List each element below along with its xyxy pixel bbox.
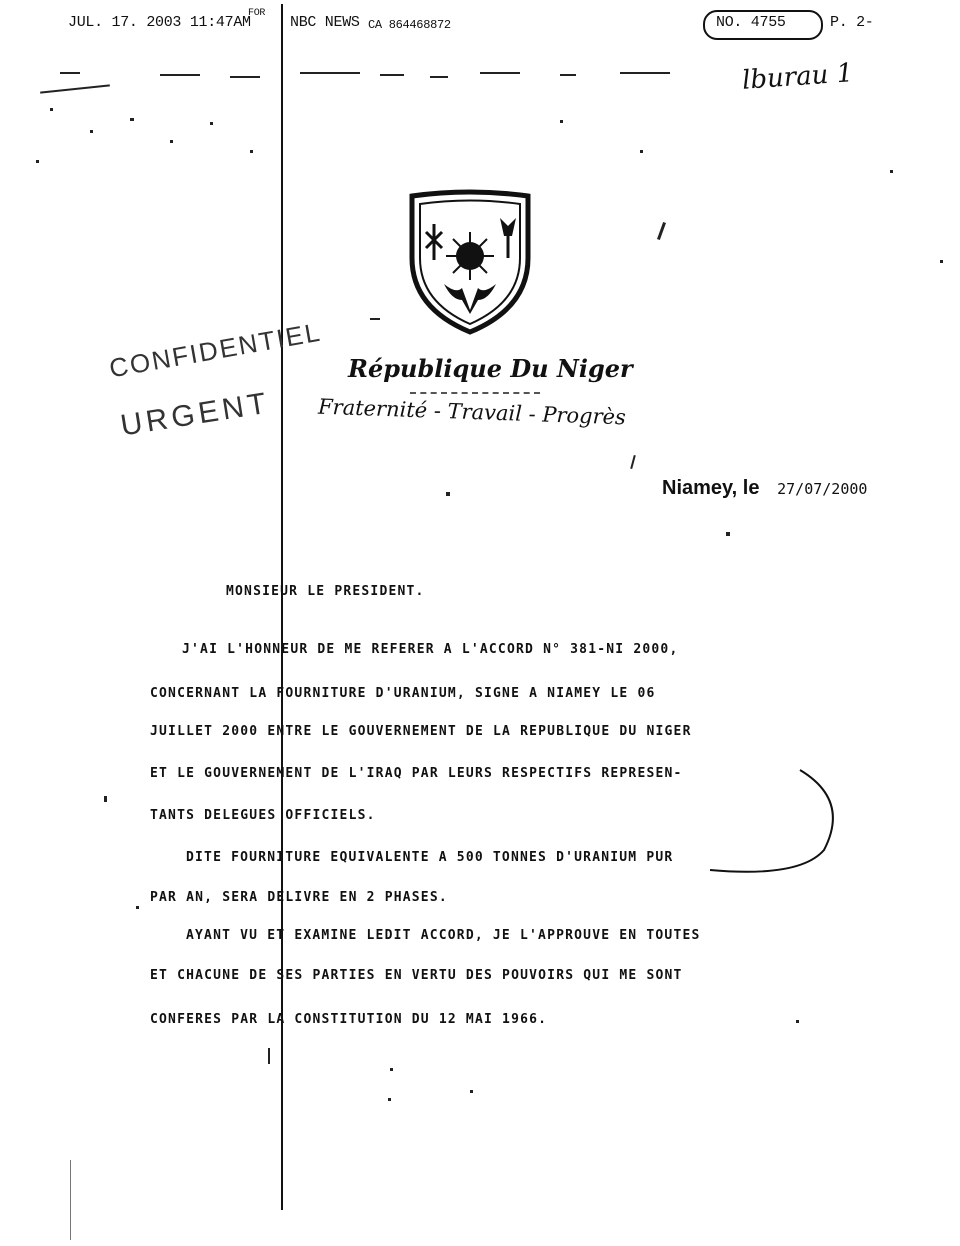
letterhead-divider <box>410 392 540 394</box>
letter-line: PAR AN, SERA DELIVRE EN 2 PHASES. <box>150 890 448 905</box>
letter-line: TANTS DELEGUES OFFICIELS. <box>150 808 376 823</box>
letter-line: CONFERES PAR LA CONSTITUTION DU 12 MAI 1966. <box>150 1012 548 1027</box>
fax-header <box>0 10 960 40</box>
letter-line: ET CHACUNE DE SES PARTIES EN VERTU DES POUVOIRS QUI ME SONT <box>150 968 683 983</box>
niger-coat-of-arms-icon <box>404 188 536 336</box>
letter-salutation: MONSIEUR LE PRESIDENT. <box>226 584 425 599</box>
fax-number: CA 864468872 <box>368 18 451 32</box>
urgent-stamp: URGENT <box>118 386 273 443</box>
fax-date-time: JUL. 17. 2003 11:47AM <box>68 14 251 31</box>
letter-line: AYANT VU ET EXAMINE LEDIT ACCORD, JE L'APPROUVE EN TOUTES <box>186 928 701 943</box>
place-date <box>662 477 867 500</box>
letter-line: DITE FOURNITURE EQUIVALENTE A 500 TONNES D'URANIUM PUR <box>186 850 674 865</box>
letterhead-motto: Fraternité - Travail - Progrès <box>317 394 627 430</box>
confidential-stamp: CONFIDENTIEL <box>106 316 324 384</box>
fax-separator: FOR <box>248 8 266 19</box>
letter-line: J'AI L'HONNEUR DE ME REFERER A L'ACCORD N° 381-NI 2000, <box>182 642 679 657</box>
letterhead-republic: République Du Niger <box>348 354 633 383</box>
handwritten-curve-mark <box>700 760 850 890</box>
letter-line: JUILLET 2000 ENTRE LE GOUVERNEMENT DE LA REPUBLIQUE DU NIGER <box>150 724 692 739</box>
letter-line: ET LE GOUVERNEMENT DE L'IRAQ PAR LEURS RESPECTIFS REPRESEN- <box>150 766 683 781</box>
fax-edge-line <box>70 1160 71 1240</box>
fax-fold-line <box>281 4 283 1210</box>
fax-document-number: NO. 4755 <box>716 14 786 31</box>
place-label: Niamey, le <box>662 477 760 499</box>
letter-date: 27/07/2000 <box>777 480 868 498</box>
handwritten-note: lburau 1 <box>741 58 855 96</box>
letter-line: CONCERNANT LA FOURNITURE D'URANIUM, SIGNE A NIAMEY LE 06 <box>150 686 656 701</box>
fax-page-number: P. 2- <box>830 14 874 31</box>
fax-organization: NBC NEWS <box>290 14 360 31</box>
